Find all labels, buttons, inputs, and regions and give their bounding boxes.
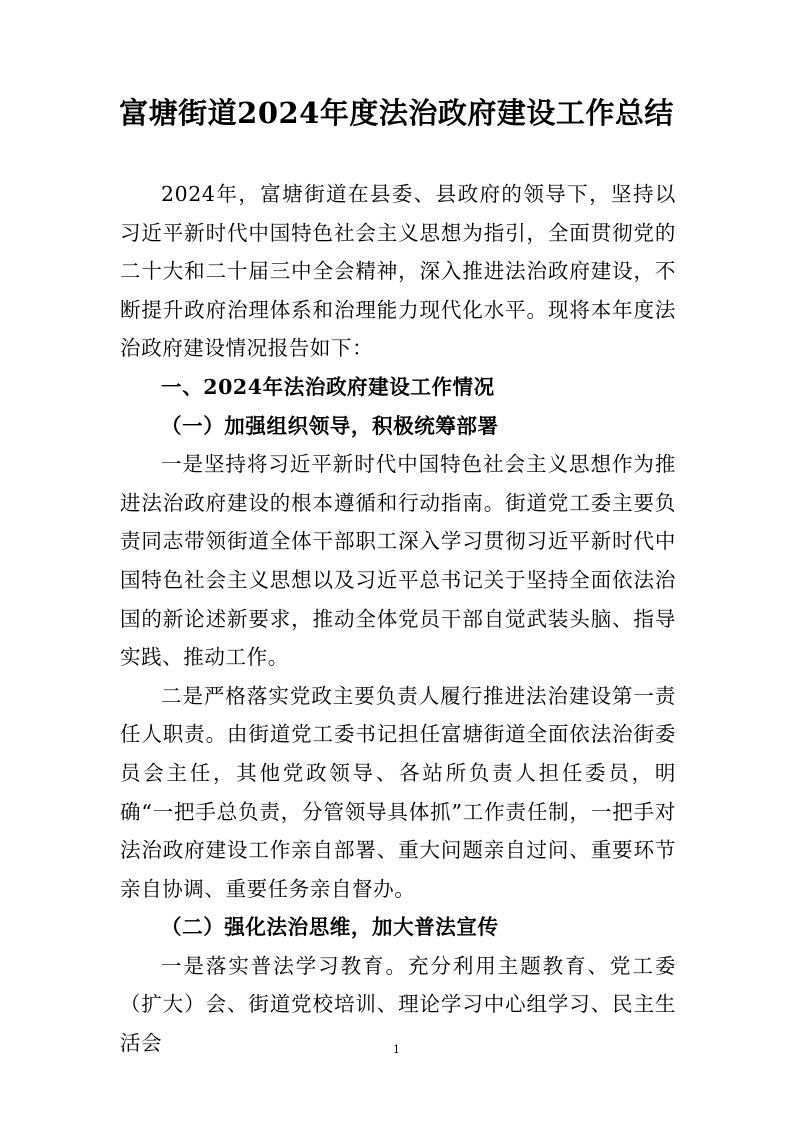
subsection-1-paragraph-1: 一是坚持将习近平新时代中国特色社会主义思想作为推进法治政府建设的根本遵循和行动指南。街道党工委主要负责同志带领街道全体干部职工深入学习贯彻习近平新时代中国特色社会主义思想以及习近平总书记关于坚持全面依法治国的新论述新要求，推动全体党员干部自觉武装头脑、指导实践、推动工作。 bbox=[120, 452, 676, 670]
document-title: 富塘街道2024年度法治政府建设工作总结 bbox=[119, 96, 674, 130]
document-body bbox=[120, 175, 676, 1063]
subsection-1-heading: （一）加强组织领导，积极统筹部署 bbox=[161, 413, 499, 438]
page-number: 1 bbox=[393, 1043, 400, 1056]
intro-paragraph: 2024年，富塘街道在县委、县政府的领导下，坚持以习近平新时代中国特色社会主义思想为指引，全面贯彻党的二十大和二十届三中全会精神，深入推进法治政府建设，不断提升政府治理体系和治理能力现代化水平。现将本年度法治政府建设情况报告如下： bbox=[120, 182, 676, 361]
section-1-heading: 一、2024年法治政府建设工作情况 bbox=[161, 374, 495, 399]
subsection-2-heading: （二）强化法治思维，加大普法宣传 bbox=[161, 915, 499, 940]
subsection-2-paragraph-1: 一是落实普法学习教育。充分利用主题教育、党工委（扩大）会、街道党校培训、理论学习中心组学习、民主生活会 bbox=[120, 953, 676, 1056]
subsection-1-paragraph-2: 二是严格落实党政主要负责人履行推进法治建设第一责任人职责。由街道党工委书记担任富塘街道全面依法治街委员会主任，其他党政领导、各站所负责人担任委员，明确“一把手总负责，分管领导具体抓”工作责任制，一把手对法治政府建设工作亲自部署、重大问题亲自过问、重要环节亲自协调、重要任务亲自督办。 bbox=[120, 683, 676, 901]
